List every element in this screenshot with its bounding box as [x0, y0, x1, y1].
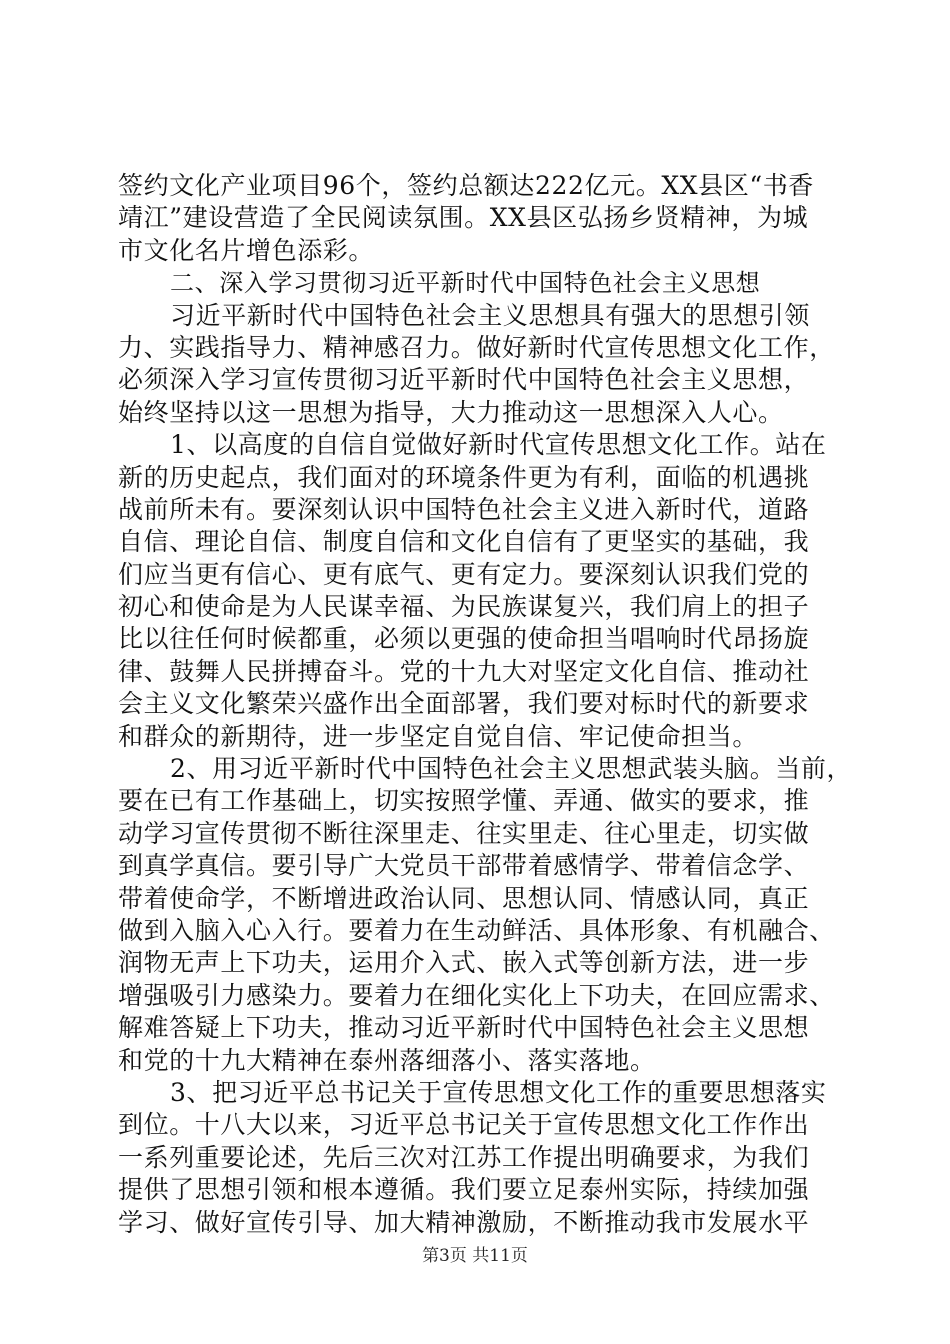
- paragraph-point-1: [118, 429, 838, 753]
- text-line: 增强吸引力感染力。要着力在细化实化上下功夫，在回应需求、: [118, 980, 835, 1010]
- text-line: 市文化名片增色添彩。: [118, 235, 375, 265]
- paragraph-point-3: [118, 1077, 838, 1239]
- text-line: 自信、理论自信、制度自信和文化自信有了更坚实的基础，我: [118, 527, 810, 557]
- text-line: 动学习宣传贯彻不断往深里走、往实里走、往心里走，切实做: [118, 818, 810, 848]
- text-line: 要在已有工作基础上，切实按照学懂、弄通、做实的要求，推: [118, 786, 810, 816]
- text-line: 学习、做好宣传引导、加大精神激励，不断推动我市发展水平: [118, 1207, 810, 1237]
- section-heading: [118, 267, 838, 299]
- text-line: 和群众的新期待，进一步坚定自觉自信、牢记使命担当。: [118, 721, 759, 751]
- text-line: 3、把习近平总书记关于宣传思想文化工作的重要思想落实: [170, 1077, 827, 1107]
- text-line: 战前所未有。要深刻认识中国特色社会主义进入新时代，道路: [118, 494, 810, 524]
- text-line: 到位。十八大以来，习近平总书记关于宣传思想文化工作作出: [118, 1110, 810, 1140]
- text-line: 提供了思想引领和根本遵循。我们要立足泰州实际，持续加强: [118, 1175, 810, 1205]
- text-line: 比以往任何时候都重，必须以更强的使命担当唱响时代昂扬旋: [118, 624, 810, 654]
- text-line: 新的历史起点，我们面对的环境条件更为有利，面临的机遇挑: [118, 462, 810, 492]
- text-line: 会主义文化繁荣兴盛作出全面部署，我们要对标时代的新要求: [118, 689, 810, 719]
- paragraph-point-2: [118, 753, 853, 1077]
- document-body: [118, 170, 853, 1239]
- heading-text: 二、深入学习贯彻习近平新时代中国特色社会主义思想: [170, 269, 761, 298]
- text-line: 始终坚持以这一思想为指导，大力推动这一思想深入人心。: [118, 397, 784, 427]
- text-line: 带着使命学，不断增进政治认同、思想认同、情感认同，真正: [118, 883, 810, 913]
- text-line: 2、用习近平新时代中国特色社会主义思想武装头脑。当前，: [170, 754, 853, 784]
- paragraph-continuation: [118, 170, 838, 267]
- text-line: 到真学真信。要引导广大党员干部带着感情学、带着信念学、: [118, 851, 810, 881]
- text-line: 必须深入学习宣传贯彻习近平新时代中国特色社会主义思想，: [118, 365, 810, 395]
- page-number-footer: 第3页 共11页: [422, 1246, 528, 1266]
- text-line: 初心和使命是为人民谋幸福、为民族谋复兴，我们肩上的担子: [118, 592, 810, 622]
- paragraph-intro: [118, 300, 838, 430]
- text-line: 做到入脑入心入行。要着力在生动鲜活、具体形象、有机融合、: [118, 915, 835, 945]
- text-line: 习近平新时代中国特色社会主义思想具有强大的思想引领: [170, 300, 811, 330]
- text-line: 解难答疑上下功夫，推动习近平新时代中国特色社会主义思想: [118, 1013, 810, 1043]
- text-line: 和党的十九大精神在泰州落细落小、落实落地。: [118, 1045, 656, 1075]
- text-line: 们应当更有信心、更有底气、更有定力。要深刻认识我们党的: [118, 559, 810, 589]
- text-line: 润物无声上下功夫，运用介入式、嵌入式等创新方法，进一步: [118, 948, 810, 978]
- text-line: 律、鼓舞人民拼搏奋斗。党的十九大对坚定文化自信、推动社: [118, 656, 810, 686]
- text-line: 签约文化产业项目96个，签约总额达222亿元。XX县区“书香: [118, 171, 814, 200]
- text-line: 一系列重要论述，先后三次对江苏工作提出明确要求，为我们: [118, 1142, 810, 1172]
- text-line: 力、实践指导力、精神感召力。做好新时代宣传思想文化工作，: [118, 332, 835, 362]
- text-line: 靖江”建设营造了全民阅读氛围。XX县区弘扬乡贤精神，为城: [118, 203, 809, 233]
- text-line: 1、以高度的自信自觉做好新时代宣传思想文化工作。站在: [170, 430, 827, 460]
